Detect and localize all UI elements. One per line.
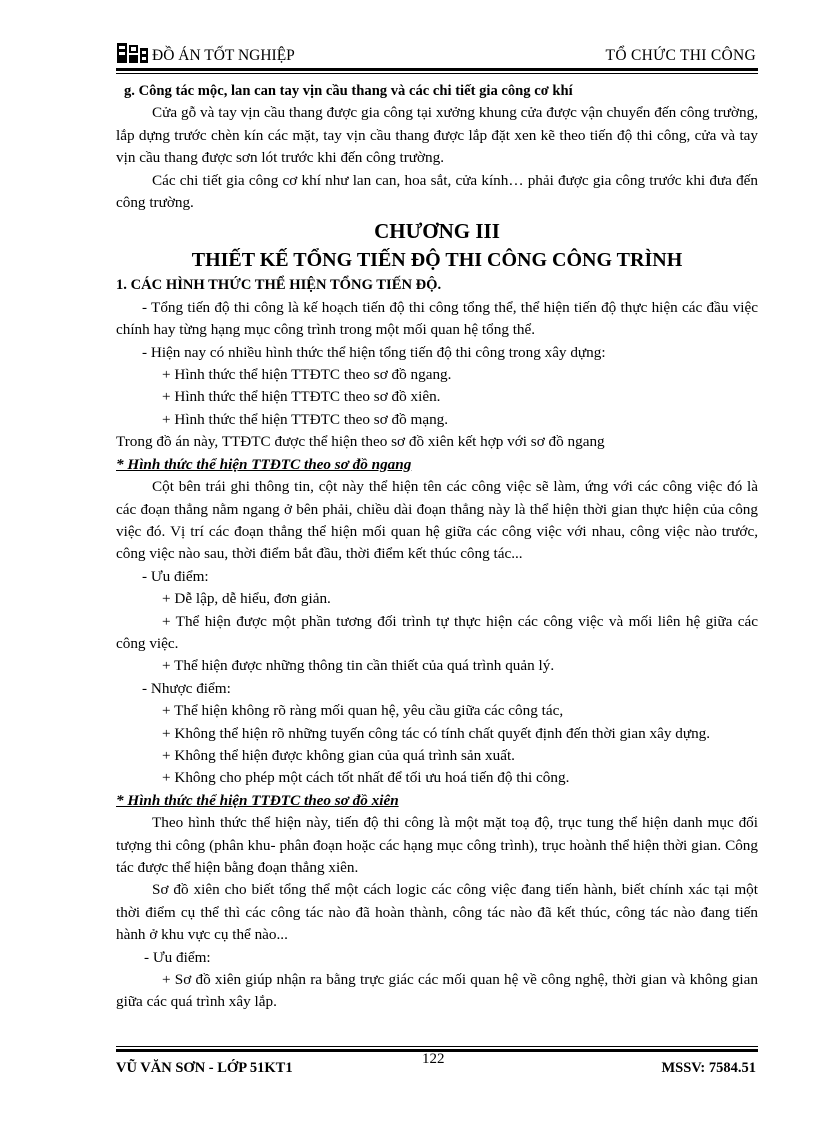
footer-student-id: MSSV: 7584.51 bbox=[661, 1060, 756, 1076]
paragraph: - Hiện nay có nhiều hình thức thể hiện tổng tiến độ thi công trong xây dựng: bbox=[142, 343, 606, 361]
section-g-heading: g. Công tác mộc, lan can tay vịn cầu thang và các chi tiết gia công cơ khí bbox=[124, 83, 573, 99]
list-item: + Hình thức thể hiện TTĐTC theo sơ đồ ngang. bbox=[162, 366, 452, 384]
footer-author: VŨ VĂN SƠN - LỚP 51KT1 bbox=[116, 1060, 293, 1076]
page-footer bbox=[116, 1046, 758, 1086]
list-item: + Thể hiện không rõ ràng mối quan hệ, yêu cầu giữa các công tác, bbox=[162, 702, 564, 720]
list-heading: - Nhược điểm: bbox=[142, 679, 231, 697]
header-rule-thick bbox=[116, 68, 758, 71]
paragraph: Cột bên trái ghi thông tin, cột này thể hiện tên các công việc sẽ làm, ứng với các công việc đó là các đoạn thẳng nằm ngang ở bên phải, chiều dài đoạn thẳng này là thể hiện thời gian thực hiện của công việc đó. Vị trí các đoạn thẳng thể hiện mối quan hệ giữa các công việc với nhau, công việc nào trước, công việc nào sau, thời điểm bắt đầu, thời điểm kết thúc công tác... bbox=[116, 478, 758, 563]
list-item: + Thể hiện được những thông tin cần thiết của quá trình quản lý. bbox=[162, 657, 555, 675]
footer-rule-thin bbox=[116, 1046, 758, 1047]
list-item: + Dễ lập, dễ hiểu, đơn giản. bbox=[162, 590, 331, 608]
list-item: + Sơ đồ xiên giúp nhận ra bằng trực giác các mối quan hệ về công nghệ, thời gian và không gian giữa các quá trình xây lắp. bbox=[116, 971, 758, 1011]
header-left-title: ĐỒ ÁN TỐT NGHIỆP bbox=[152, 47, 295, 64]
paragraph: Các chi tiết gia công cơ khí như lan can, hoa sắt, cửa kính… phải được gia công trước khi đưa đến công trường. bbox=[116, 171, 758, 212]
header-rule-thin bbox=[116, 73, 758, 74]
chapter-heading: CHƯƠNG III bbox=[374, 219, 500, 244]
document-page bbox=[116, 38, 758, 1011]
page-number: 122 bbox=[422, 1051, 445, 1067]
paragraph: - Tổng tiến độ thi công là kế hoạch tiến độ thi công tổng thể, thể hiện tiến độ thực hiện các đầu việc chính hay từng hạng mục công trình trong một mối quan hệ tổng thể. bbox=[116, 298, 758, 339]
paragraph: Sơ đồ xiên cho biết tổng thể một cách logic các công việc đang tiến hành, biết chính xác tại một thời điểm cụ thể thì các công tác nào đã hoàn thành, công tác nào đã kết thúc, công tác nào đang tiến hành ở khu vực cụ thể nào... bbox=[116, 881, 758, 944]
list-item: + Hình thức thể hiện TTĐTC theo sơ đồ xiên. bbox=[162, 388, 441, 406]
subsection-heading-ngang: * Hình thức thể hiện TTĐTC theo sơ đồ ngang bbox=[116, 455, 412, 473]
document-body bbox=[116, 80, 758, 1014]
list-item: + Không thể hiện được không gian của quá trình sản xuất. bbox=[162, 746, 515, 764]
logo-icon bbox=[116, 42, 150, 64]
paragraph: Cửa gỗ và tay vịn cầu thang được gia công tại xưởng khung cửa được vận chuyển đến công trường, lắp dựng trước chèn kín các mặt, tay vịn cầu thang được lắp đặt xen kẽ theo tiến độ thi công, cửa và tay vịn cầu thang được sơn lót trước khi đến công trường. bbox=[116, 104, 758, 167]
list-item: + Không cho phép một cách tốt nhất để tối ưu hoá tiến độ thi công. bbox=[162, 769, 570, 787]
list-heading: - Ưu điểm: bbox=[142, 567, 209, 585]
paragraph: Trong đồ án này, TTĐTC được thể hiện theo sơ đồ xiên kết hợp với sơ đồ ngang bbox=[116, 433, 605, 451]
list-item: + Hình thức thể hiện TTĐTC theo sơ đồ mạng. bbox=[162, 410, 449, 428]
chapter-title: THIẾT KẾ TỔNG TIẾN ĐỘ THI CÔNG CÔNG TRÌNH bbox=[191, 249, 683, 272]
list-heading: - Ưu điểm: bbox=[144, 948, 211, 966]
header-right-title: TỔ CHỨC THI CÔNG bbox=[605, 47, 756, 64]
subsection-heading-xien: * Hình thức thể hiện TTĐTC theo sơ đồ xiên bbox=[116, 791, 399, 809]
section-1-heading: 1. CÁC HÌNH THỨC THỂ HIỆN TỔNG TIẾN ĐỘ. bbox=[116, 277, 442, 294]
list-item: + Thể hiện được một phần tương đối trình tự thực hiện các công việc và mối liên hệ giữa các công việc. bbox=[116, 612, 758, 652]
paragraph: Theo hình thức thể hiện này, tiến độ thi công là một mặt toạ độ, trục tung thể hiện danh mục đối tượng thi công (phân khu- phân đoạn hoặc các hạng mục công trình), trục hoành thể hiện thời gian. Công tác được thể hiện bằng đoạn thẳng xiên. bbox=[116, 814, 758, 876]
list-item: + Không thể hiện rõ những tuyến công tác có tính chất quyết định đến thời gian xây dựng. bbox=[162, 724, 711, 742]
page-header bbox=[116, 38, 758, 66]
